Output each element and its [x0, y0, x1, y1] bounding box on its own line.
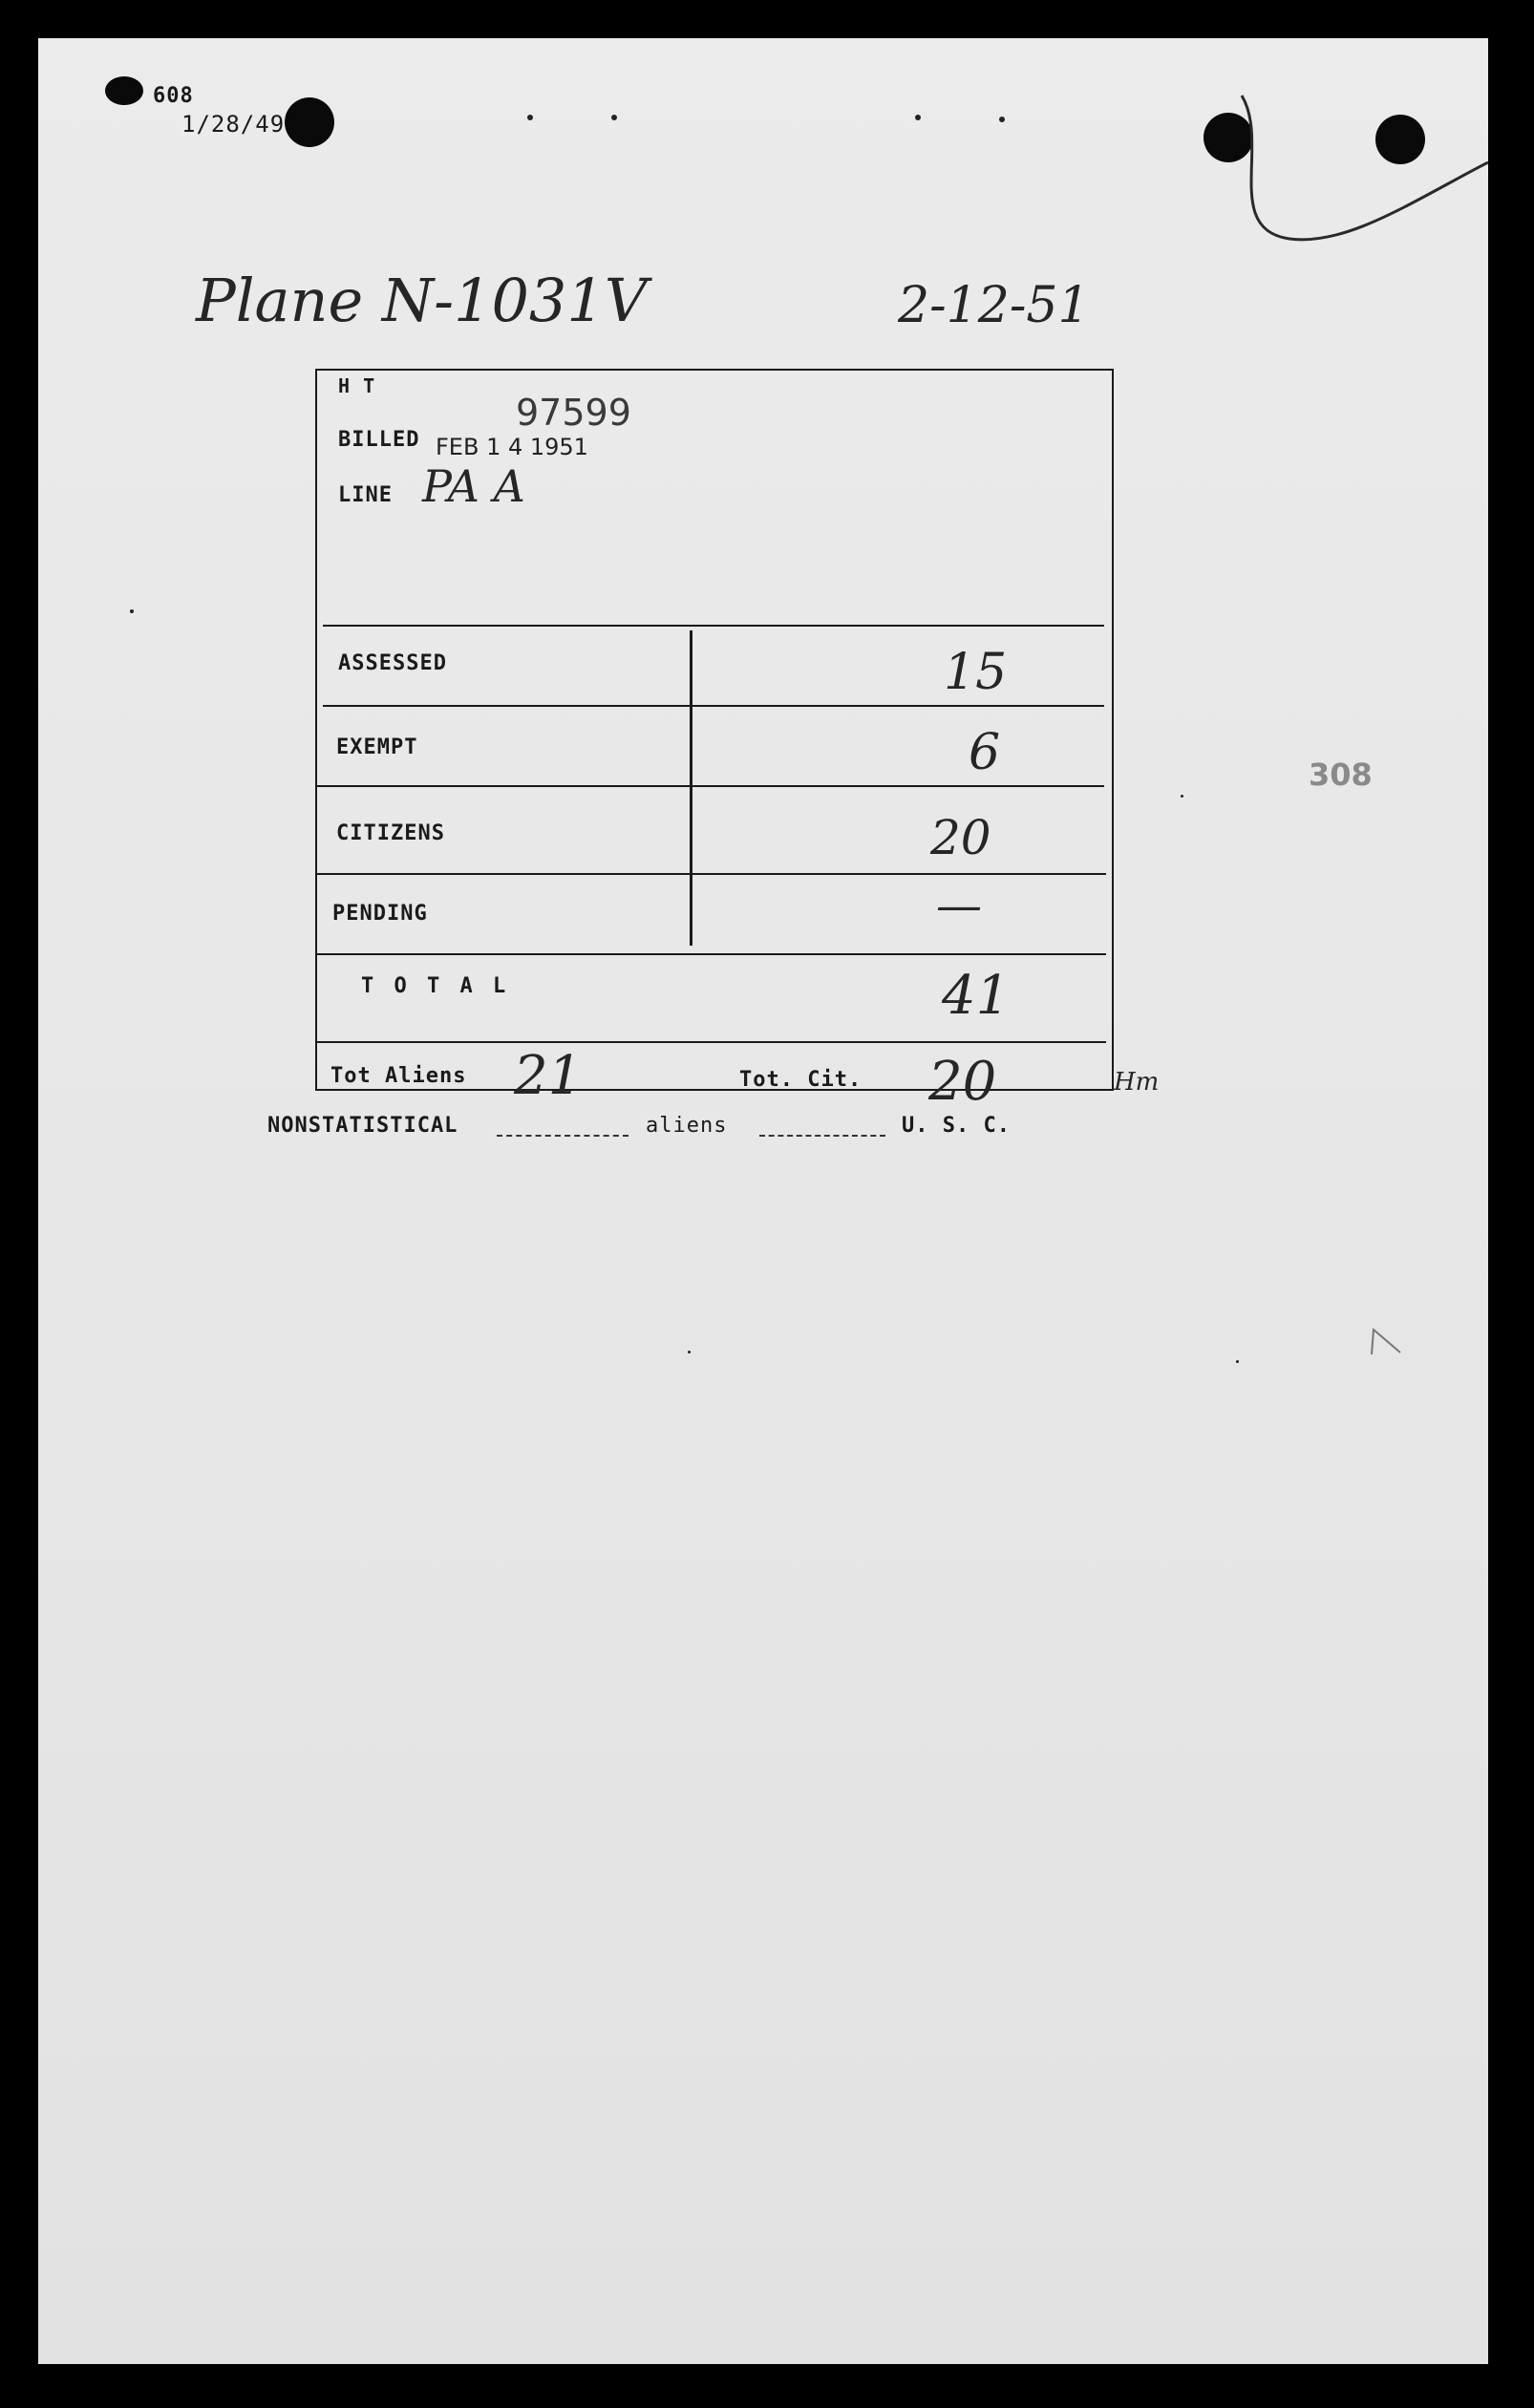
row-label-exempt: EXEMPT	[336, 735, 418, 759]
punch-hole-left	[285, 97, 334, 147]
tot-cit-label: Tot. Cit.	[739, 1068, 863, 1092]
aliens-blank	[759, 1135, 885, 1137]
nonstatistical-label: NONSTATISTICAL	[267, 1114, 458, 1138]
rule	[323, 625, 1104, 627]
margin-number: 308	[1309, 756, 1373, 793]
dot-mark	[999, 117, 1005, 122]
row-value-pending: —	[936, 879, 982, 932]
punch-hole-left-top	[105, 76, 143, 105]
row-label-assessed: ASSESSED	[338, 651, 447, 675]
total-value: 41	[942, 965, 1011, 1027]
total-label: T O T A L	[361, 974, 510, 998]
column-divider	[690, 630, 692, 946]
dot-mark	[130, 609, 134, 613]
form-date: 1/28/49	[181, 111, 286, 138]
row-value-citizens: 20	[930, 810, 991, 865]
tot-aliens-value: 21	[514, 1045, 583, 1107]
line-label: LINE	[338, 483, 393, 507]
aliens-label: aliens	[646, 1114, 728, 1138]
plane-label: Plane N-1031V	[196, 266, 648, 335]
initials: Hm	[1114, 1068, 1160, 1097]
row-value-exempt: 6	[969, 724, 1001, 781]
dot-mark	[611, 115, 617, 120]
pen-mark	[1368, 1326, 1406, 1360]
tot-aliens-label: Tot Aliens	[330, 1064, 467, 1088]
dot-mark	[688, 1351, 691, 1353]
pen-stroke-curve	[1184, 86, 1488, 277]
tally-form	[315, 369, 1114, 1113]
dot-mark	[915, 115, 921, 120]
rule	[317, 1041, 1106, 1043]
form-number: 608	[153, 84, 194, 108]
nonstatistical-blank	[497, 1135, 629, 1137]
document-page	[38, 38, 1488, 2364]
rule	[317, 873, 1106, 875]
row-value-assessed: 15	[944, 644, 1008, 701]
billed-date-stamp: FEB 1 4 1951	[436, 434, 588, 460]
rule	[317, 953, 1106, 955]
dot-mark	[1181, 795, 1183, 798]
form-code: H T	[338, 374, 376, 397]
serial-stamp: 97599	[516, 392, 631, 434]
dot-mark	[527, 115, 533, 120]
row-label-pending: PENDING	[332, 902, 428, 926]
rule	[323, 705, 1104, 707]
usc-label: U. S. C.	[902, 1114, 1011, 1138]
tot-cit-value: 20	[928, 1051, 997, 1113]
rule	[317, 785, 1104, 787]
billed-label: BILLED	[338, 428, 420, 452]
line-value: PA A	[422, 460, 525, 512]
row-label-citizens: CITIZENS	[336, 821, 445, 845]
date-handwritten: 2-12-51	[898, 277, 1090, 334]
dot-mark	[1236, 1360, 1239, 1363]
